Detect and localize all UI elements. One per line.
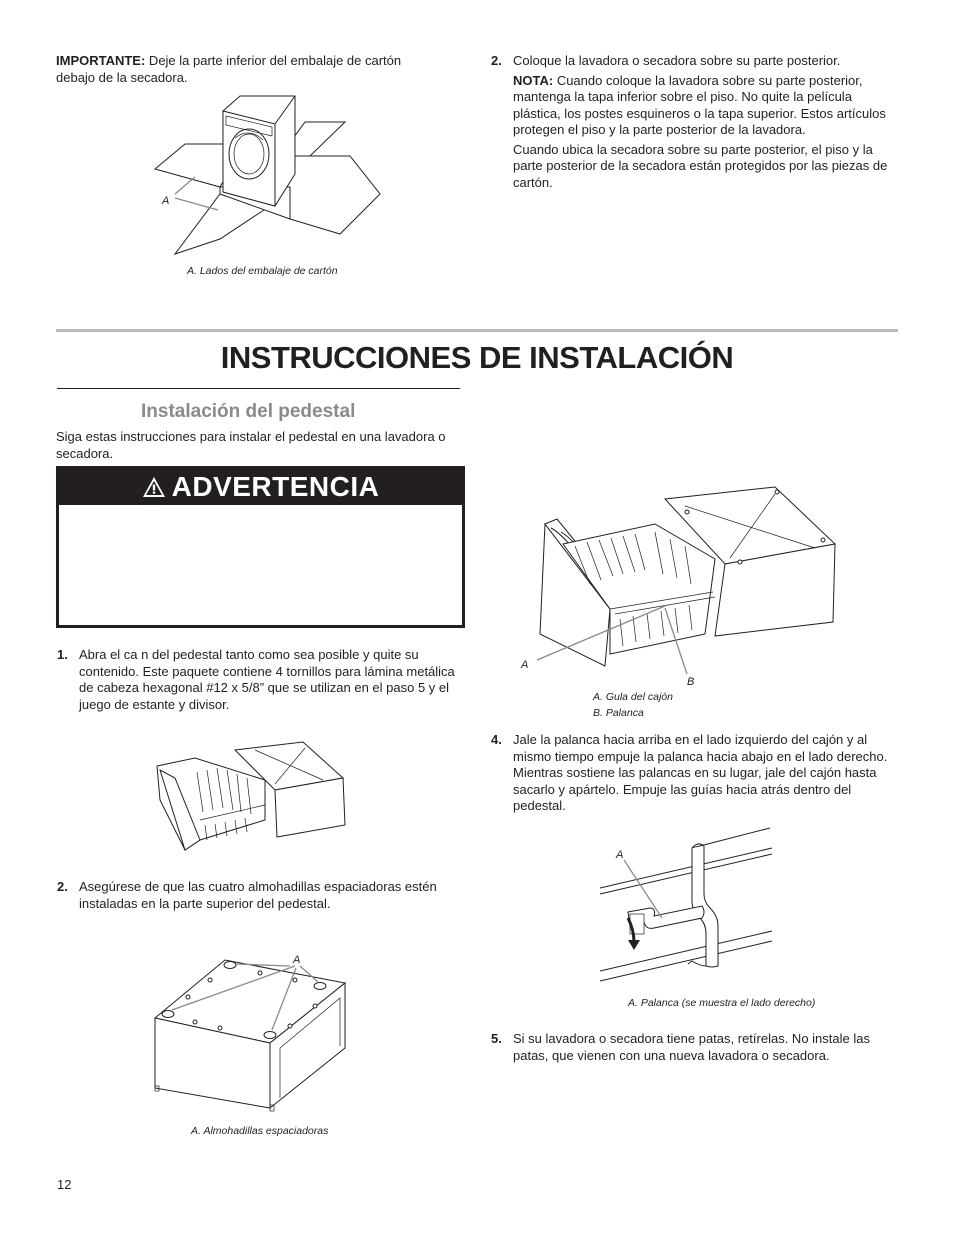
- pedestal-pads-figure: [150, 948, 360, 1120]
- importante-label: IMPORTANTE:: [56, 53, 146, 68]
- step-text: Si su lavadora o secadora tiene patas, retírelas. No instale las patas, que vienen con una nueva lavadora o secadora.: [513, 1031, 870, 1063]
- figure-label-b: B: [687, 676, 695, 688]
- step-number: 1.: [57, 647, 68, 662]
- step-text: Asegúrese de que las cuatro almohadillas espaciadoras estén instaladas en la parte superior del pedestal.: [79, 879, 437, 911]
- drawer-caption-b: B. Palanca: [593, 707, 644, 719]
- warning-box: [56, 466, 465, 628]
- step-text: Abra el ca n del pedestal tanto como sea posible y quite su contenido. Este paquete contiene 4 tornillos para lámina metálica de cabeza hexagonal #12 x 5/8” que se utilizan en el paso 5 y el juego de estante y divisor.: [79, 647, 455, 712]
- nota-text: Cuando coloque la lavadora sobre su parte posterior, mantenga la tapa inferior sobre el piso. No quite la película plástica, los postes esquineros o la tapa superior. Estos artículos protegen el piso y la parte posterior de la lavadora.: [513, 72, 886, 137]
- step-1: [57, 647, 462, 713]
- section-title: Instalación del pedestal: [141, 401, 356, 422]
- importante-note: [56, 53, 436, 86]
- figure-label-a: A: [293, 954, 301, 966]
- page-number: 12: [57, 1177, 72, 1192]
- drawer-guide-figure: [515, 484, 855, 688]
- dryer-on-cardboard-figure: [150, 94, 390, 264]
- title-rule: [56, 329, 898, 332]
- top-right-step: [491, 53, 899, 191]
- cardboard-caption: A. Lados del embalaje de cartón: [187, 265, 338, 277]
- step-number: 2.: [491, 53, 502, 68]
- lever-figure: [600, 826, 780, 991]
- step-number: 2.: [57, 879, 68, 894]
- step-4: [491, 732, 899, 815]
- nota-paragraph: [513, 73, 899, 139]
- pads-caption: A. Almohadillas espaciadoras: [191, 1125, 329, 1137]
- step-2: [57, 879, 462, 912]
- step-number: 4.: [491, 732, 502, 747]
- step-text: Jale la palanca hacia arriba en el lado izquierdo del cajón y al mismo tiempo empuje la palanca hacia abajo en el lado derecho. Mientras sostiene las palancas en su lugar, jale del cajón hasta sacarlo y apártelo. Empuje las guías hacia atrás dentro del pedestal.: [513, 732, 888, 813]
- figure-label-a: A: [162, 195, 170, 207]
- section-intro: Siga estas instrucciones para instalar el pedestal en una lavadora o secadora.: [56, 429, 446, 461]
- step-number: 5.: [491, 1031, 502, 1046]
- figure-label-a: A: [616, 849, 624, 861]
- step-text: Coloque la lavadora o secadora sobre su parte posterior.: [513, 53, 841, 68]
- page-title: INSTRUCCIONES DE INSTALACIÓN: [220, 340, 734, 375]
- step-5: [491, 1031, 899, 1064]
- warning-label: ADVERTENCIA: [171, 471, 380, 502]
- section-rule: [57, 388, 460, 389]
- warning-header: [59, 469, 462, 505]
- warning-triangle-icon: [142, 476, 166, 498]
- lever-caption: A. Palanca (se muestra el lado derecho): [628, 997, 816, 1009]
- importante-text: Deje la parte inferior del embalaje de cartón debajo de la secadora.: [56, 53, 402, 85]
- pedestal-open-drawer-figure: [155, 740, 355, 855]
- extra-paragraph: Cuando ubica la secadora sobre su parte posterior, el piso y la parte posterior de la secadora están protegidos por las piezas de cartón.: [513, 141, 888, 190]
- drawer-caption-a: A. Gula del cajón: [593, 691, 673, 703]
- nota-label: NOTA:: [513, 72, 554, 88]
- figure-label-a: A: [521, 659, 529, 671]
